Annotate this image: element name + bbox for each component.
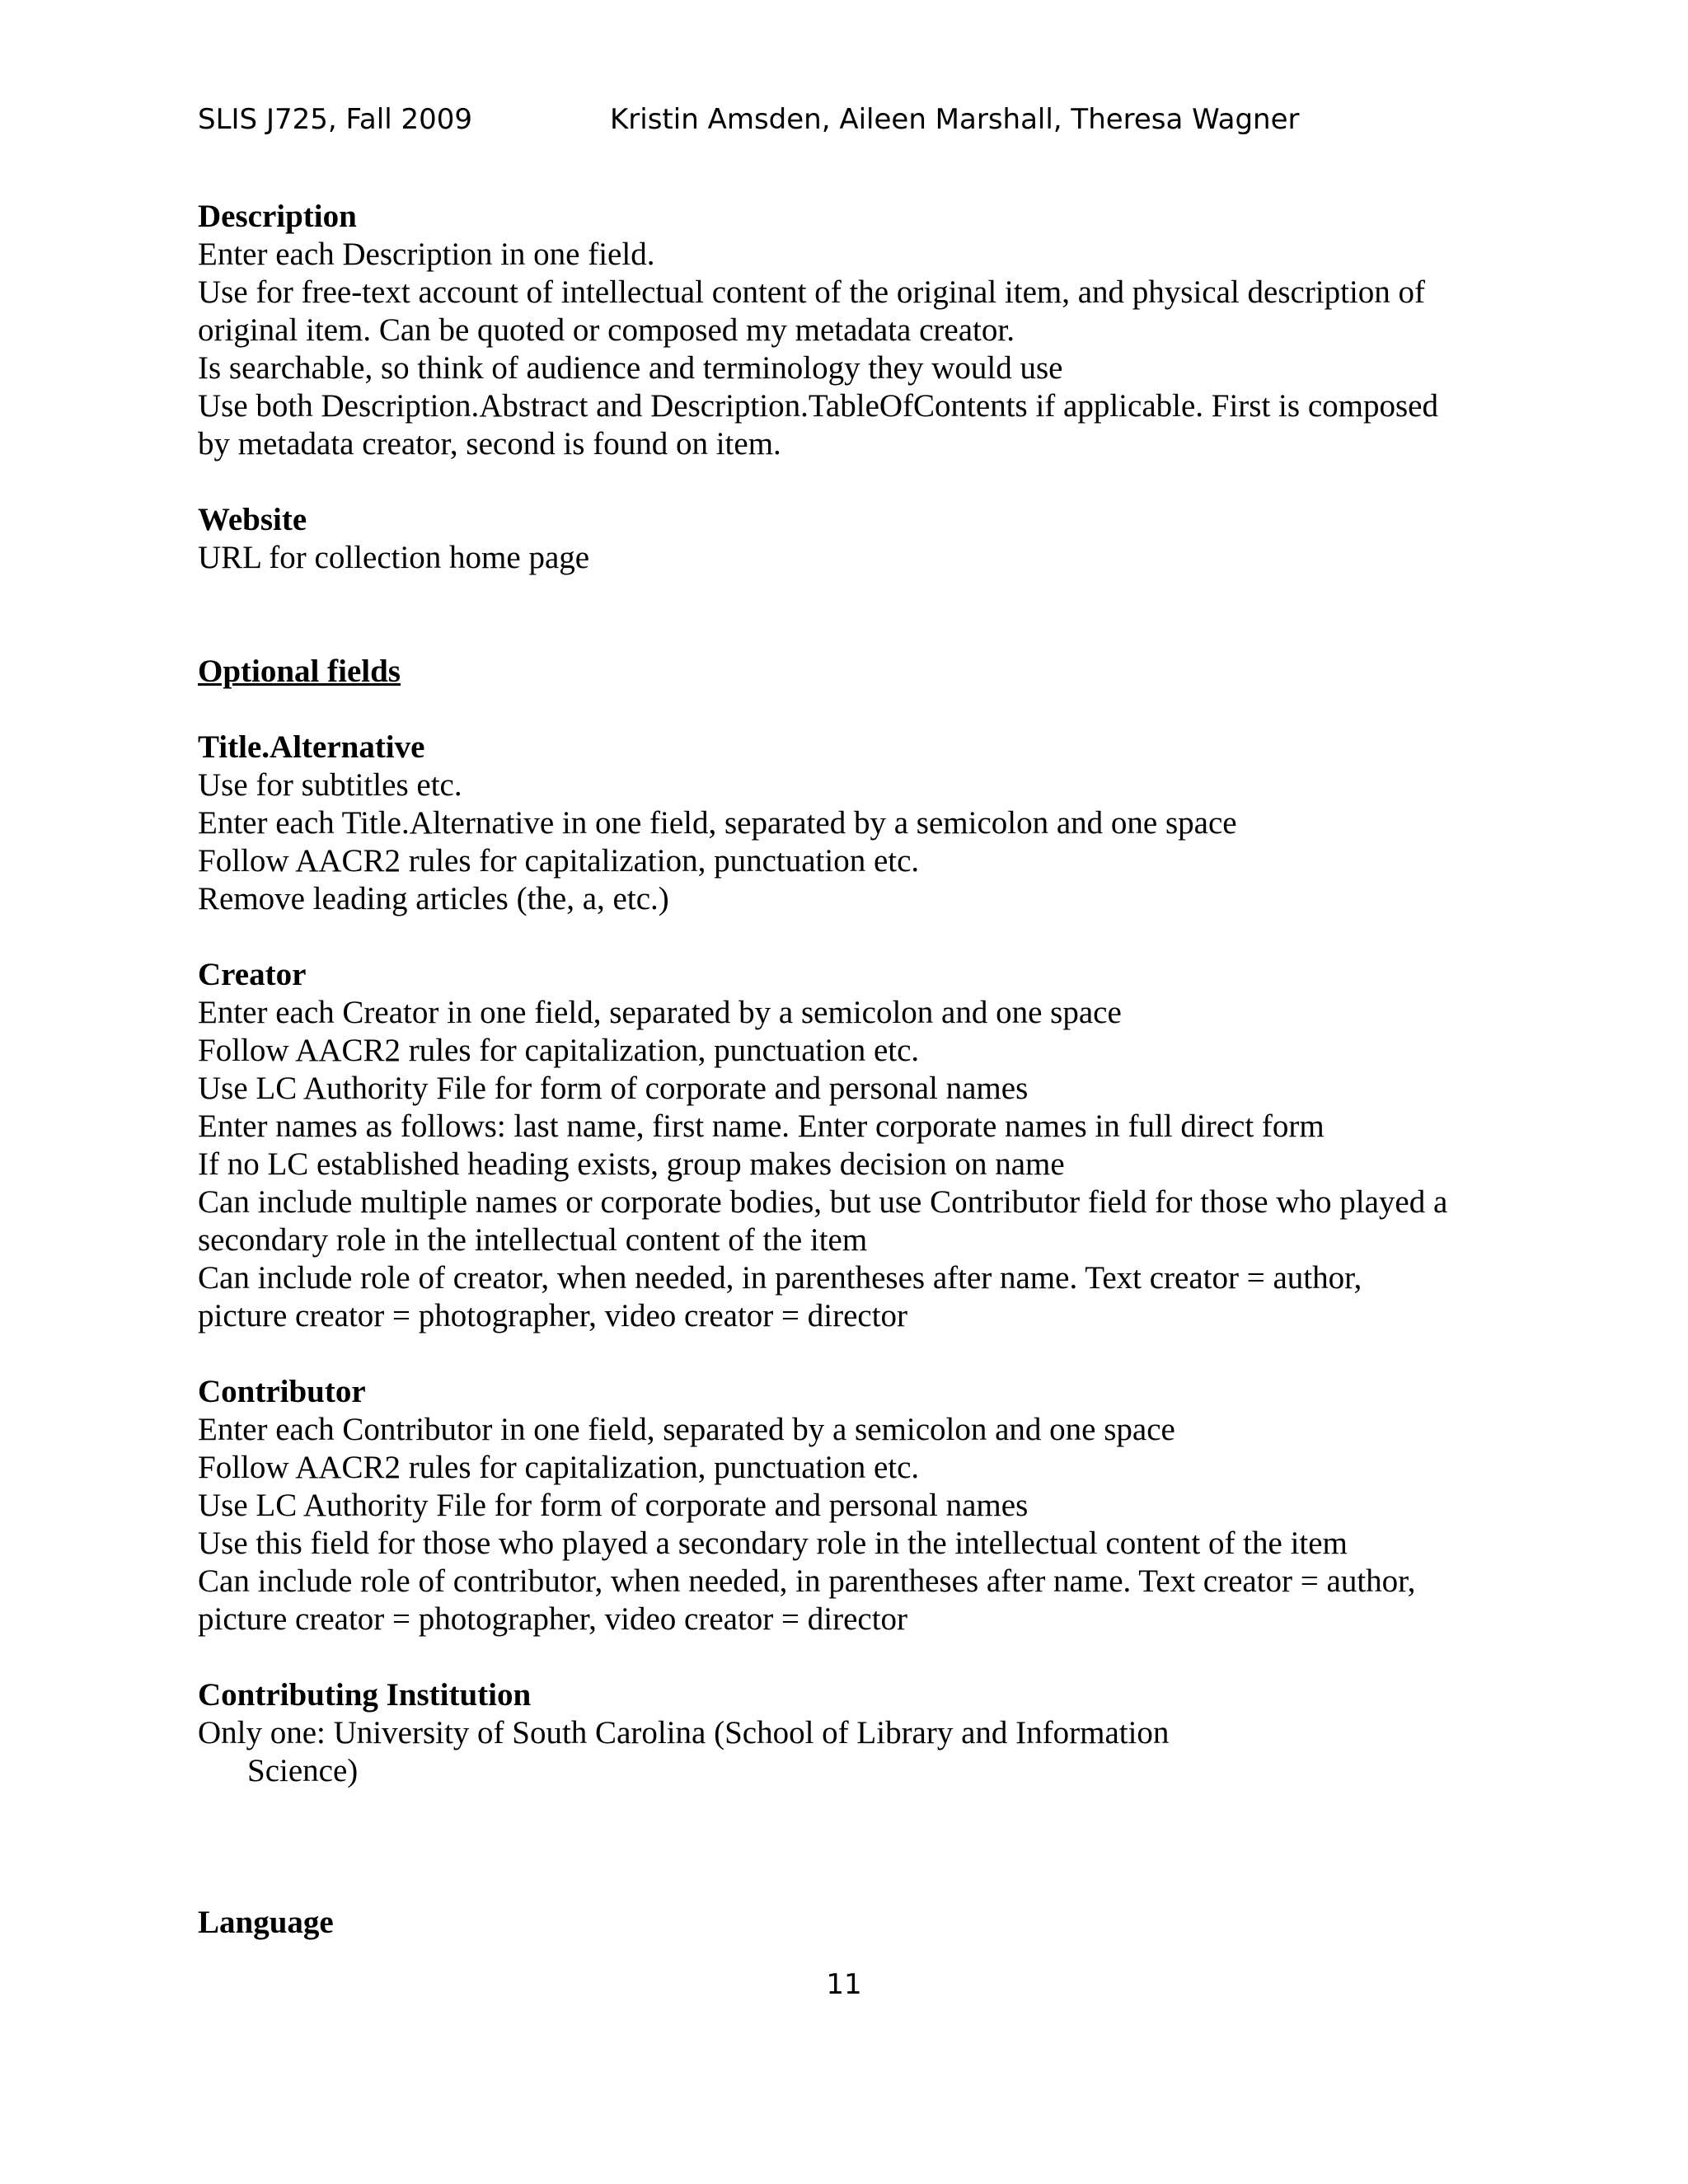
section-heading: Language (198, 1905, 334, 1940)
text-line: Use LC Authority File for form of corporate and personal names (198, 1488, 1029, 1523)
text-line: Follow AACR2 rules for capitalization, punctuation etc. (198, 843, 920, 879)
text-line: Use this field for those who played a secondary role in the intellectual content of the item (198, 1526, 1348, 1561)
section-title-alternative (198, 729, 1517, 918)
course-label: SLIS J725, Fall 2009 (198, 103, 472, 136)
section-heading: Website (198, 502, 307, 537)
section-description (198, 198, 1517, 463)
section-language (198, 1904, 1517, 1942)
text-line: Use LC Authority File for form of corporate and personal names (198, 1071, 1029, 1106)
section-creator (198, 956, 1517, 1335)
text-line: Enter each Title.Alternative in one field, separated by a semicolon and one space (198, 805, 1237, 841)
text-line: by metadata creator, second is found on item. (198, 426, 781, 462)
section-optional-fields (198, 653, 1517, 691)
optional-fields-heading: Optional fields (198, 654, 401, 689)
text-line: If no LC established heading exists, group makes decision on name (198, 1146, 1065, 1182)
text-line: Enter each Description in one field. (198, 237, 655, 272)
section-heading: Creator (198, 957, 307, 992)
section-heading: Description (198, 199, 357, 234)
text-line: Enter names as follows: last name, first name. Enter corporate names in full direct form (198, 1108, 1325, 1144)
text-line: picture creator = photographer, video creator = director (198, 1601, 908, 1637)
text-line: Use for free-text account of intellectual content of the original item, and physical description of (198, 274, 1426, 310)
text-line: Enter each Creator in one field, separated by a semicolon and one space (198, 995, 1122, 1030)
text-line: URL for collection home page (198, 540, 590, 575)
text-line: Can include multiple names or corporate bodies, but use Contributor field for those who played a (198, 1184, 1448, 1220)
text-line: picture creator = photographer, video creator = director (198, 1298, 908, 1333)
section-heading: Contributor (198, 1374, 366, 1409)
text-line: secondary role in the intellectual content of the item (198, 1222, 868, 1258)
text-line: Is searchable, so think of audience and terminology they would use (198, 350, 1063, 386)
page-header (198, 99, 1517, 140)
document-body (198, 198, 1517, 1980)
page-number: 11 (826, 1968, 862, 2001)
text-line: Enter each Contributor in one field, separated by a semicolon and one space (198, 1412, 1175, 1447)
section-website (198, 501, 1517, 577)
text-line: Use both Description.Abstract and Description.TableOfContents if applicable. First is composed (198, 388, 1438, 424)
text-line: Follow AACR2 rules for capitalization, punctuation etc. (198, 1033, 920, 1068)
section-contributing-institution (198, 1676, 1517, 1790)
spacer (198, 615, 1517, 653)
text-line: Use for subtitles etc. (198, 767, 462, 803)
spacer (198, 1828, 1517, 1904)
authors-label: Kristin Amsden, Aileen Marshall, Theresa Wagner (610, 103, 1300, 136)
text-line: Science) (247, 1753, 359, 1788)
text-line: Can include role of contributor, when needed, in parentheses after name. Text creator = author, (198, 1563, 1416, 1599)
text-line: Only one: University of South Carolina (School of Library and Information (198, 1715, 1170, 1750)
text-line: original item. Can be quoted or composed my metadata creator. (198, 312, 1015, 348)
section-heading: Contributing Institution (198, 1677, 532, 1713)
section-heading: Title.Alternative (198, 729, 425, 765)
text-line: Follow AACR2 rules for capitalization, punctuation etc. (198, 1450, 920, 1485)
text-line: Remove leading articles (the, a, etc.) (198, 881, 669, 916)
section-contributor (198, 1373, 1517, 1638)
text-line: Can include role of creator, when needed, in parentheses after name. Text creator = author, (198, 1260, 1362, 1296)
